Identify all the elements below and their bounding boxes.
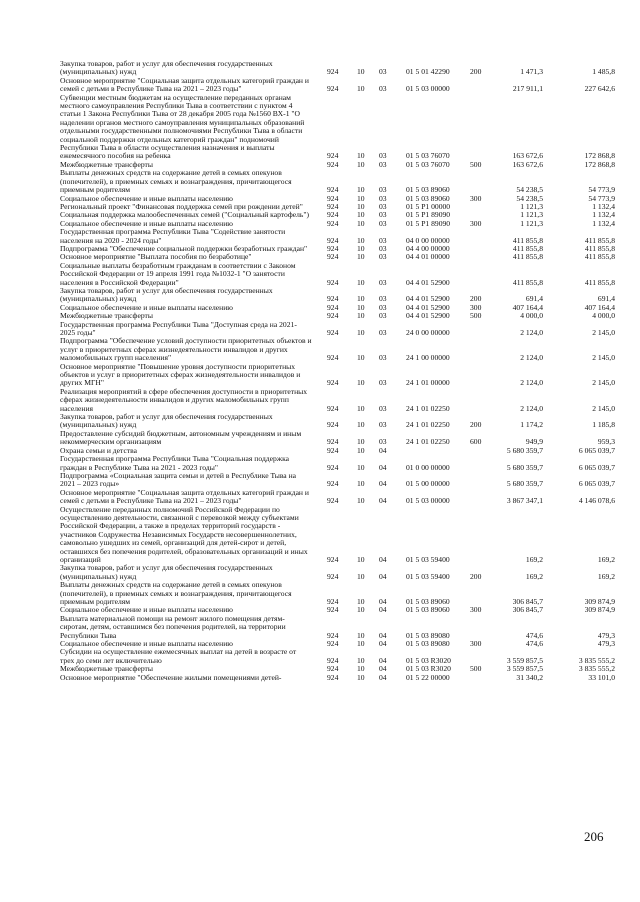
row-amount-2: 959,3 <box>597 437 615 447</box>
row-gr-code: 924 <box>327 445 339 455</box>
row-subsection: 03 <box>379 378 387 388</box>
table-row <box>60 506 615 565</box>
row-gr-code: 924 <box>327 193 339 203</box>
table-row <box>60 363 615 388</box>
row-gr-code: 924 <box>327 243 339 253</box>
row-target-article: 04 4 01 52900 <box>406 302 450 312</box>
row-expense-type: 200 <box>470 420 482 430</box>
row-description: Социальные выплаты безработным гражданам в соответствии с Законом Российской Федерации от 19 апреля 1991 года №1032-1 "О занятости населения в Российской Федерации" <box>60 260 296 287</box>
row-gr-code: 924 <box>327 639 339 649</box>
row-section: 10 <box>357 445 365 455</box>
row-target-article: 01 5 03 59400 <box>406 554 450 564</box>
row-amount-2: 172 868,8 <box>584 159 615 169</box>
table-row <box>60 388 615 413</box>
row-section: 10 <box>357 403 365 413</box>
row-gr-code: 924 <box>327 554 339 564</box>
row-gr-code: 924 <box>327 302 339 312</box>
row-gr-code: 924 <box>327 420 339 430</box>
row-amount-1: 1 121,3 <box>520 201 543 211</box>
row-expense-type: 300 <box>470 302 482 312</box>
row-section: 10 <box>357 235 365 245</box>
row-description: Социальная поддержка малообеспеченных семей ("Социальный картофель") <box>60 210 309 220</box>
row-subsection: 03 <box>379 235 387 245</box>
row-amount-1: 474,6 <box>525 630 543 640</box>
row-amount-2: 1 132,4 <box>592 201 615 211</box>
row-gr-code: 924 <box>327 311 339 321</box>
row-description: Основное мероприятие "Социальная защита отдельных категорий граждан и семей с детьми в Республике Тыва на 2021 – 2023 годы" <box>60 487 309 506</box>
row-section: 10 <box>357 437 365 447</box>
row-subsection: 03 <box>379 185 387 195</box>
row-section: 10 <box>357 420 365 430</box>
row-expense-type: 600 <box>470 437 482 447</box>
row-gr-code: 924 <box>327 159 339 169</box>
row-subsection: 03 <box>379 437 387 447</box>
row-section: 10 <box>357 294 365 304</box>
row-description: Выплаты денежных средств на содержание детей в семьях опекунов (попечителей), в приемных семьях и вознаграждения, причитающегося приемным родителям <box>60 168 292 195</box>
row-target-article: 01 5 03 89080 <box>406 639 450 649</box>
row-section: 10 <box>357 353 365 363</box>
row-target-article: 01 5 00 00000 <box>406 479 450 489</box>
row-amount-2: 3 835 555,2 <box>578 664 615 674</box>
row-amount-2: 479,3 <box>597 639 615 649</box>
table-row <box>60 489 615 506</box>
row-subsection: 03 <box>379 353 387 363</box>
row-gr-code: 924 <box>327 84 339 94</box>
row-target-article: 01 0 00 00000 <box>406 462 450 472</box>
row-subsection: 03 <box>379 277 387 287</box>
row-amount-2: 6 065 039,7 <box>578 462 615 472</box>
row-target-article: 01 5 03 89080 <box>406 630 450 640</box>
row-target-article: 01 5 03 89060 <box>406 193 450 203</box>
table-row <box>60 60 615 77</box>
row-subsection: 03 <box>379 218 387 228</box>
row-amount-2: 3 835 555,2 <box>578 655 615 665</box>
row-description: Закупка товаров, работ и услуг для обеспечения государственных (муниципальных) нужд <box>60 59 273 77</box>
row-amount-2: 407 164,4 <box>584 302 615 312</box>
row-amount-1: 411 855,8 <box>512 252 543 262</box>
row-target-article: 01 5 01 42290 <box>406 67 450 77</box>
row-gr-code: 924 <box>327 252 339 262</box>
row-amount-2: 227 642,6 <box>584 84 615 94</box>
row-expense-type: 300 <box>470 218 482 228</box>
row-section: 10 <box>357 496 365 506</box>
row-amount-1: 411 855,8 <box>512 277 543 287</box>
row-subsection: 04 <box>379 554 387 564</box>
row-subsection: 03 <box>379 210 387 220</box>
row-subsection: 04 <box>379 672 387 682</box>
table-row <box>60 455 615 472</box>
row-amount-1: 1 471,3 <box>520 67 543 77</box>
row-gr-code: 924 <box>327 277 339 287</box>
row-description: Государственная программа Республики Тыва "Социальная поддержка граждан в Республике Тыва на 2021 - 2023 годы" <box>60 454 290 472</box>
row-section: 10 <box>357 597 365 606</box>
row-section: 10 <box>357 252 365 262</box>
table-row <box>60 564 615 581</box>
row-subsection: 03 <box>379 243 387 253</box>
row-subsection: 04 <box>379 445 387 455</box>
row-target-article: 24 0 00 00000 <box>406 328 450 337</box>
row-section: 10 <box>357 84 365 94</box>
row-amount-1: 54 238,5 <box>516 193 543 203</box>
row-target-article: 04 4 01 52900 <box>406 277 450 287</box>
row-section: 10 <box>357 311 365 321</box>
row-amount-1: 949,9 <box>525 437 543 447</box>
row-amount-1: 691,4 <box>525 294 543 304</box>
row-section: 10 <box>357 639 365 649</box>
row-subsection: 03 <box>379 67 387 77</box>
row-amount-2: 2 145,0 <box>592 353 615 363</box>
row-amount-1: 5 680 359,7 <box>506 479 543 489</box>
row-target-article: 01 5 P1 89090 <box>406 218 451 228</box>
row-amount-1: 3 559 857,5 <box>506 664 543 674</box>
row-amount-2: 1 132,4 <box>592 218 615 228</box>
row-target-article: 24 1 00 00000 <box>406 353 450 363</box>
table-row <box>60 648 615 665</box>
row-subsection: 04 <box>379 639 387 649</box>
row-description: Межбюджетные трансферты <box>60 664 153 674</box>
row-target-article: 01 5 03 76070 <box>406 159 450 169</box>
row-subsection: 04 <box>379 605 387 615</box>
row-target-article: 01 5 03 89060 <box>406 185 450 195</box>
row-description: Социальное обеспечение и иные выплаты населению <box>60 193 233 203</box>
row-amount-1: 2 124,0 <box>520 328 543 337</box>
row-target-article: 04 4 01 52900 <box>406 294 450 304</box>
row-gr-code: 924 <box>327 479 339 489</box>
row-amount-2: 4 000,0 <box>592 311 615 321</box>
row-description: Подпрограмма "Обеспечение условий доступности приоритетных объектов и услуг в приоритетных сферах жизнедеятельности инвалидов и других маломобильных групп населения" <box>60 336 312 363</box>
row-description: Выплата материальной помощи на ремонт жилого помещения детям-сиротам, детям, оставшимся без попечения родителей, на территории Республики Тыва <box>60 613 286 640</box>
row-description: Субсидии на осуществление ежемесячных выплат на детей в возрасте от трех до семи лет включительно <box>60 647 297 665</box>
row-gr-code: 924 <box>327 294 339 304</box>
row-subsection: 04 <box>379 630 387 640</box>
row-section: 10 <box>357 479 365 489</box>
row-gr-code: 924 <box>327 630 339 640</box>
row-subsection: 03 <box>379 193 387 203</box>
row-amount-1: 407 164,4 <box>512 302 543 312</box>
row-gr-code: 924 <box>327 571 339 581</box>
row-target-article: 01 5 03 R3020 <box>406 655 451 665</box>
row-amount-2: 172 868,8 <box>584 151 615 161</box>
row-subsection: 04 <box>379 479 387 489</box>
row-gr-code: 924 <box>327 218 339 228</box>
table-row <box>60 262 615 287</box>
row-section: 10 <box>357 571 365 581</box>
row-target-article: 24 1 01 02250 <box>406 403 450 413</box>
row-expense-type: 200 <box>470 67 482 77</box>
row-description: Основное мероприятие "Повышение уровня доступности приоритетных объектов и услуг в приоритетных сферах жизнедеятельности инвалидов и других МГН" <box>60 361 301 388</box>
row-amount-1: 169,2 <box>525 554 543 564</box>
row-amount-2: 169,2 <box>597 554 615 564</box>
row-amount-1: 54 238,5 <box>516 185 543 195</box>
row-target-article: 24 1 01 02250 <box>406 437 450 447</box>
row-section: 10 <box>357 67 365 77</box>
row-section: 10 <box>357 201 365 211</box>
row-amount-2: 691,4 <box>597 294 615 304</box>
row-gr-code: 924 <box>327 378 339 388</box>
row-amount-2: 54 773,9 <box>588 185 615 195</box>
row-subsection: 03 <box>379 294 387 304</box>
row-expense-type: 300 <box>470 605 482 615</box>
row-gr-code: 924 <box>327 605 339 615</box>
row-gr-code: 924 <box>327 403 339 413</box>
row-description: Государственная программа Республики Тыва "Содействие занятости населения на 2020 - 2024 годы" <box>60 227 286 245</box>
row-description: Основное мероприятие "Социальная защита отдельных категорий граждан и семей с детьми в Республике Тыва на 2021 – 2023 годы" <box>60 75 309 94</box>
row-amount-1: 2 124,0 <box>520 378 543 388</box>
row-amount-2: 411 855,8 <box>584 243 615 253</box>
row-amount-2: 411 855,8 <box>584 277 615 287</box>
row-description: Закупка товаров, работ и услуг для обеспечения государственных (муниципальных) нужд <box>60 412 273 430</box>
row-amount-2: 6 065 039,7 <box>578 479 615 489</box>
row-target-article: 04 4 01 52900 <box>406 311 450 321</box>
table-row <box>60 321 615 338</box>
row-amount-1: 5 680 359,7 <box>506 445 543 455</box>
row-amount-2: 411 855,8 <box>584 252 615 262</box>
table-row <box>60 430 615 447</box>
row-gr-code: 924 <box>327 496 339 506</box>
row-amount-1: 4 000,0 <box>520 311 543 321</box>
row-description: Закупка товаров, работ и услуг для обеспечения государственных (муниципальных) нужд <box>60 285 273 304</box>
row-expense-type: 500 <box>470 159 482 169</box>
row-amount-2: 2 145,0 <box>592 378 615 388</box>
row-amount-2: 1 485,8 <box>592 67 615 77</box>
row-amount-1: 1 121,3 <box>520 218 543 228</box>
row-amount-2: 2 145,0 <box>592 328 615 337</box>
row-subsection: 03 <box>379 252 387 262</box>
row-section: 10 <box>357 302 365 312</box>
row-amount-1: 5 680 359,7 <box>506 462 543 472</box>
row-subsection: 04 <box>379 571 387 581</box>
row-section: 10 <box>357 605 365 615</box>
table-row <box>60 228 615 245</box>
row-target-article: 01 5 03 89060 <box>406 605 450 615</box>
row-subsection: 03 <box>379 311 387 321</box>
row-expense-type: 300 <box>470 193 482 203</box>
row-amount-1: 411 855,8 <box>512 235 543 245</box>
row-description: Государственная программа Республики Тыва "Доступная среда на 2021-2025 годы" <box>60 319 297 337</box>
row-target-article: 01 5 22 00000 <box>406 672 450 682</box>
row-section: 10 <box>357 554 365 564</box>
row-amount-2: 33 101,0 <box>588 672 615 682</box>
row-amount-1: 1 174,2 <box>520 420 543 430</box>
row-section: 10 <box>357 218 365 228</box>
row-amount-1: 163 672,6 <box>512 159 543 169</box>
row-gr-code: 924 <box>327 235 339 245</box>
row-subsection: 03 <box>379 159 387 169</box>
table-row <box>60 337 615 362</box>
page-number: 206 <box>584 829 604 844</box>
row-amount-2: 4 146 078,6 <box>578 496 615 506</box>
table-row <box>60 472 615 489</box>
row-section: 10 <box>357 462 365 472</box>
row-amount-1: 411 855,8 <box>512 243 543 253</box>
row-subsection: 04 <box>379 496 387 506</box>
row-description: Закупка товаров, работ и услуг для обеспечения государственных (муниципальных) нужд <box>60 563 273 581</box>
row-gr-code: 924 <box>327 655 339 665</box>
row-expense-type: 500 <box>470 311 482 321</box>
row-subsection: 04 <box>379 597 387 606</box>
row-description: Социальное обеспечение и иные выплаты населению <box>60 218 233 228</box>
row-amount-2: 169,2 <box>597 571 615 581</box>
row-target-article: 04 0 00 00000 <box>406 235 450 245</box>
row-description: Социальное обеспечение и иные выплаты населению <box>60 639 233 649</box>
row-amount-1: 31 340,2 <box>516 672 543 682</box>
row-description: Предоставление субсидий бюджетным, автономным учреждениям и иным некоммерческим организациям <box>60 428 302 447</box>
row-section: 10 <box>357 672 365 682</box>
row-subsection: 04 <box>379 462 387 472</box>
table-row <box>60 581 615 606</box>
row-section: 10 <box>357 630 365 640</box>
row-expense-type: 200 <box>470 571 482 581</box>
row-gr-code: 924 <box>327 201 339 211</box>
row-section: 10 <box>357 664 365 674</box>
row-subsection: 03 <box>379 403 387 413</box>
row-amount-1: 3 867 347,1 <box>506 496 543 506</box>
row-gr-code: 924 <box>327 210 339 220</box>
row-section: 10 <box>357 378 365 388</box>
table-row <box>60 287 615 304</box>
row-subsection: 03 <box>379 151 387 161</box>
row-subsection: 04 <box>379 664 387 674</box>
row-gr-code: 924 <box>327 672 339 682</box>
row-section: 10 <box>357 151 365 161</box>
row-description: Охрана семьи и детства <box>60 445 137 455</box>
row-gr-code: 924 <box>327 328 339 337</box>
row-subsection: 03 <box>379 420 387 430</box>
table-row <box>60 674 615 682</box>
row-target-article: 01 5 03 76070 <box>406 151 450 161</box>
row-amount-2: 54 773,9 <box>588 193 615 203</box>
row-target-article: 24 1 01 02250 <box>406 420 450 430</box>
row-gr-code: 924 <box>327 67 339 77</box>
row-target-article: 01 5 P1 89090 <box>406 210 451 220</box>
row-section: 10 <box>357 185 365 195</box>
row-subsection: 04 <box>379 655 387 665</box>
row-gr-code: 924 <box>327 597 339 606</box>
row-section: 10 <box>357 328 365 337</box>
row-target-article: 01 5 03 59400 <box>406 571 450 581</box>
row-gr-code: 924 <box>327 462 339 472</box>
row-amount-1: 217 911,1 <box>512 84 543 94</box>
row-section: 10 <box>357 655 365 665</box>
row-target-article: 04 4 00 00000 <box>406 243 450 253</box>
row-target-article: 24 1 01 00000 <box>406 378 450 388</box>
row-subsection: 03 <box>379 328 387 337</box>
row-description: Реализация мероприятий в сфере обеспечения доступности в приоритетных сферах жизнедеятельности инвалидов и других маломобильных групп населения <box>60 386 308 413</box>
row-amount-1: 1 121,3 <box>520 210 543 220</box>
row-expense-type: 300 <box>470 639 482 649</box>
row-description: Социальное обеспечение и иные выплаты населению <box>60 302 233 312</box>
row-description: Осуществление переданных полномочий Российской Федерации по осуществлению деятельности, связанной с перевозкой между субъектами Российской Федерации, а также в пределах территорий государств - участников Содружества Независимых Государств несовершеннолетних, самовольно ушедших из семей, организаций для детей-сирот и детей, оставшихся без попечения родителей, образовательных организаций и иных организаций <box>60 504 308 564</box>
row-amount-2: 411 855,8 <box>584 235 615 245</box>
row-section: 10 <box>357 159 365 169</box>
table-row <box>60 94 615 161</box>
row-target-article: 01 5 P1 00000 <box>406 201 451 211</box>
row-expense-type: 500 <box>470 664 482 674</box>
row-amount-1: 2 124,0 <box>520 353 543 363</box>
budget-table <box>60 60 615 682</box>
row-amount-1: 3 559 857,5 <box>506 655 543 665</box>
row-target-article: 01 5 03 00000 <box>406 84 450 94</box>
row-section: 10 <box>357 243 365 253</box>
row-description: Межбюджетные трансферты <box>60 311 153 321</box>
row-section: 10 <box>357 277 365 287</box>
row-description: Региональный проект "Финансовая поддержка семей при рождении детей" <box>60 201 303 211</box>
row-section: 10 <box>357 193 365 203</box>
row-amount-2: 2 145,0 <box>592 403 615 413</box>
row-amount-2: 6 065 039,7 <box>578 445 615 455</box>
row-amount-1: 306 845,7 <box>512 605 543 615</box>
row-amount-1: 2 124,0 <box>520 403 543 413</box>
row-description: Подпрограмма "Обеспечение социальной поддержки безработных граждан" <box>60 243 308 253</box>
row-target-article: 01 5 03 00000 <box>406 496 450 506</box>
row-gr-code: 924 <box>327 437 339 447</box>
row-amount-1: 169,2 <box>525 571 543 581</box>
row-target-article: 01 5 03 R3020 <box>406 664 451 674</box>
table-row <box>60 615 615 640</box>
row-description: Межбюджетные трансферты <box>60 159 153 169</box>
row-amount-1: 306 845,7 <box>512 597 543 606</box>
row-target-article: 04 4 01 00000 <box>406 252 450 262</box>
row-description: Основное мероприятие "Обеспечение жилыми помещениями детей- <box>60 672 282 682</box>
row-target-article: 01 5 03 89060 <box>406 597 450 606</box>
row-amount-2: 309 874,9 <box>584 605 615 615</box>
row-subsection: 03 <box>379 201 387 211</box>
row-description: Подпрограмма «Социальная защита семьи и детей в Республике Тыва на 2021 – 2023 годы» <box>60 470 297 489</box>
row-expense-type: 200 <box>470 294 482 304</box>
row-amount-2: 479,3 <box>597 630 615 640</box>
row-amount-2: 1 132,4 <box>592 210 615 220</box>
row-section: 10 <box>357 210 365 220</box>
row-description: Выплаты денежных средств на содержание детей в семьях опекунов (попечителей), в приемных семьях и вознаграждения, причитающегося приемным родителям <box>60 580 292 606</box>
row-description: Субвенции местным бюджетам на осуществление переданных органам местного самоуправления Республики Тыва в соответствии с пунктом 4 статьи 1 Закона Республики Тыва от 28 декабря 2005 года №1560 ВХ-1 "О наделении органов местного самоуправления муниципальных образований отдельными государственными полномочиями Республики Тыва в области социальной поддержки отдельных категорий граждан" подномочий Республики Тыва в области осуществления назначения и выплаты ежемесячного пособия на ребенка <box>60 92 305 161</box>
row-gr-code: 924 <box>327 151 339 161</box>
row-gr-code: 924 <box>327 185 339 195</box>
row-gr-code: 924 <box>327 353 339 363</box>
row-subsection: 03 <box>379 302 387 312</box>
row-subsection: 03 <box>379 84 387 94</box>
table-row <box>60 77 615 94</box>
row-amount-2: 309 874,9 <box>584 597 615 606</box>
row-description: Социальное обеспечение и иные выплаты населению <box>60 605 233 615</box>
table-row <box>60 169 615 194</box>
row-amount-1: 163 672,6 <box>512 151 543 161</box>
row-gr-code: 924 <box>327 664 339 674</box>
row-amount-1: 474,6 <box>525 639 543 649</box>
row-amount-2: 1 185,8 <box>592 420 615 430</box>
table-row <box>60 413 615 430</box>
row-description: Основное мероприятие "Выплата пособия по безработице" <box>60 252 252 262</box>
